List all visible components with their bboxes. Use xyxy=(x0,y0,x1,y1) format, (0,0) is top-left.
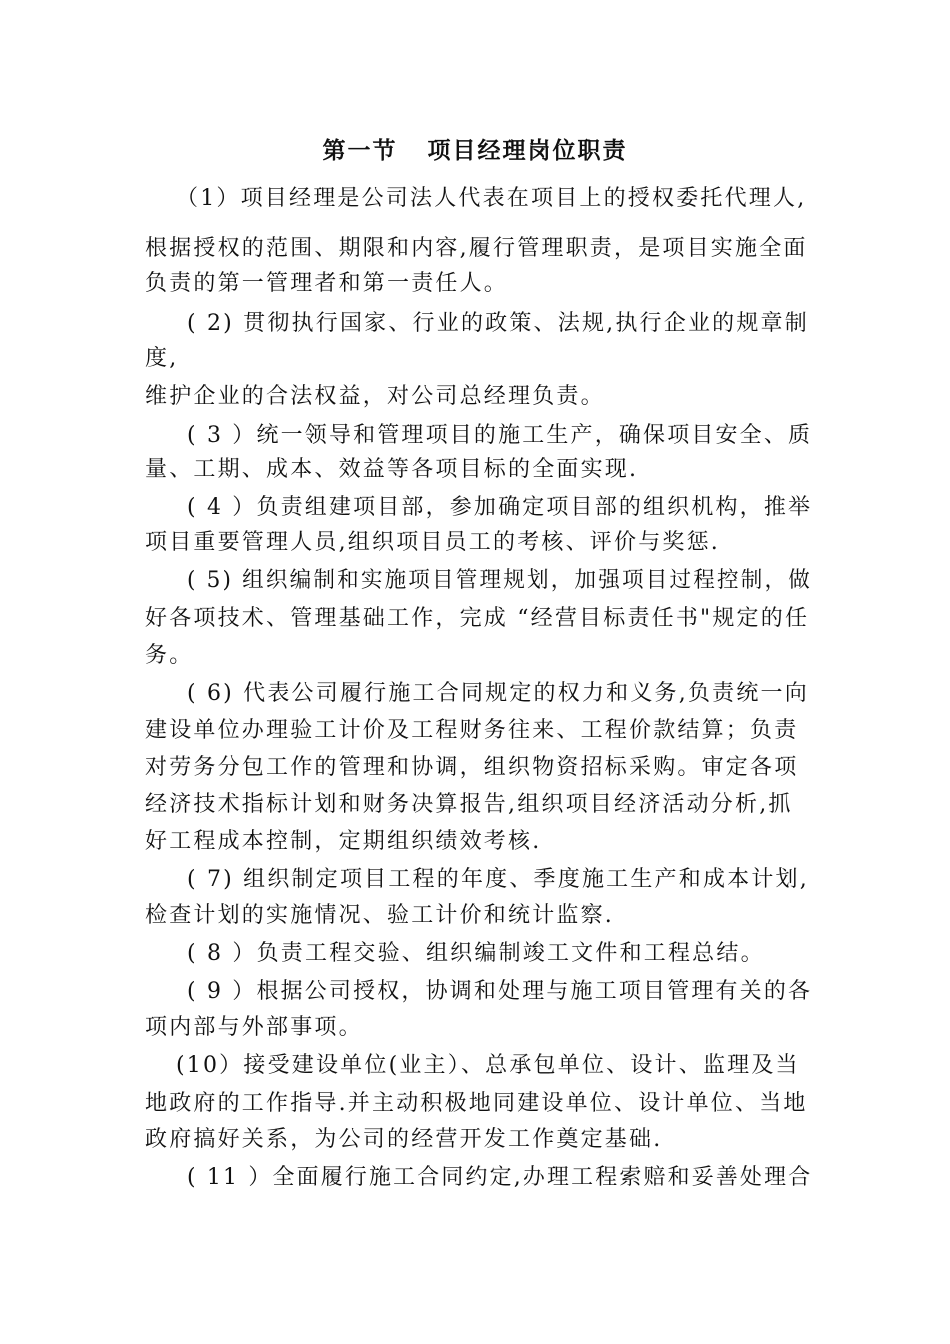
paragraph-6-line-3: 对劳务分包工作的管理和协调，组织物资招标采购。审定各项 xyxy=(145,755,799,780)
paragraph-6-line-1: ( 6) 代表公司履行施工合同规定的权力和义务,负责统一向 xyxy=(187,681,809,706)
paragraph-3-line-1: ( 3 ）统一领导和管理项目的施工生产，确保项目安全、质 xyxy=(187,423,813,448)
paragraph-9-line-1: ( 9 ）根据公司授权，协调和处理与施工项目管理有关的各 xyxy=(187,979,813,1004)
paragraph-7-line-2: 检查计划的实施情况、验工计价和统计监察. xyxy=(145,903,614,928)
paragraph-2-line-1: ( 2) 贯彻执行国家、行业的政策、法规,执行企业的规章制 xyxy=(187,311,809,336)
paragraph-5-line-1: ( 5) 组织编制和实施项目管理规划，加强项目过程控制，做 xyxy=(187,568,812,593)
paragraph-7-line-1: ( 7) 组织制定项目工程的年度、季度施工生产和成本计划, xyxy=(187,867,809,892)
paragraph-2-line-3: 维护企业的合法权益，对公司总经理负责。 xyxy=(145,384,605,409)
paragraph-6-line-5: 好工程成本控制，定期组织绩效考核. xyxy=(145,829,542,854)
paragraph-11-line-1: ( 11 ）全面履行施工合同约定,办理工程索赔和妥善处理合 xyxy=(187,1165,813,1190)
paragraph-1-line-3: 负责的第一管理者和第一责任人。 xyxy=(145,271,509,296)
paragraph-6-line-2: 建设单位办理验工计价及工程财务往来、工程价款结算；负责 xyxy=(145,718,799,743)
paragraph-10-line-2: 地政府的工作指导.并主动积极地同建设单位、设计单位、当地 xyxy=(145,1091,808,1116)
paragraph-10-line-1: (10）接受建设单位(业主）、总承包单位、设计、监理及当 xyxy=(176,1053,800,1078)
paragraph-5-line-2: 好各项技术、管理基础工作，完成 “经营目标责任书"规定的任 xyxy=(145,606,810,631)
paragraph-4-line-2: 项目重要管理人员,组织项目员工的考核、评价与奖惩. xyxy=(145,530,720,555)
paragraph-5-line-3: 务。 xyxy=(145,643,194,668)
paragraph-9-line-2: 项内部与外部事项。 xyxy=(145,1015,363,1040)
paragraph-8-line-1: ( 8 ）负责工程交验、组织编制竣工文件和工程总结。 xyxy=(187,941,765,966)
paragraph-1-line-2: 根据授权的范围、期限和内容,履行管理职责，是项目实施全面 xyxy=(145,236,808,261)
paragraph-3-line-2: 量、工期、成本、效益等各项目标的全面实现. xyxy=(145,457,639,482)
paragraph-4-line-1: ( 4 ）负责组建项目部，参加确定项目部的组织机构，推举 xyxy=(187,495,813,520)
section-title: 第一节 项目经理岗位职责 xyxy=(322,137,628,164)
paragraph-6-line-4: 经济技术指标计划和财务决算报告,组织项目经济活动分析,抓 xyxy=(145,792,793,817)
paragraph-10-line-3: 政府搞好关系，为公司的经营开发工作奠定基础. xyxy=(145,1127,663,1152)
paragraph-1-line-1: （1）项目经理是公司法人代表在项目上的授权委托代理人, xyxy=(176,186,807,211)
paragraph-2-line-2: 度, xyxy=(145,346,179,371)
